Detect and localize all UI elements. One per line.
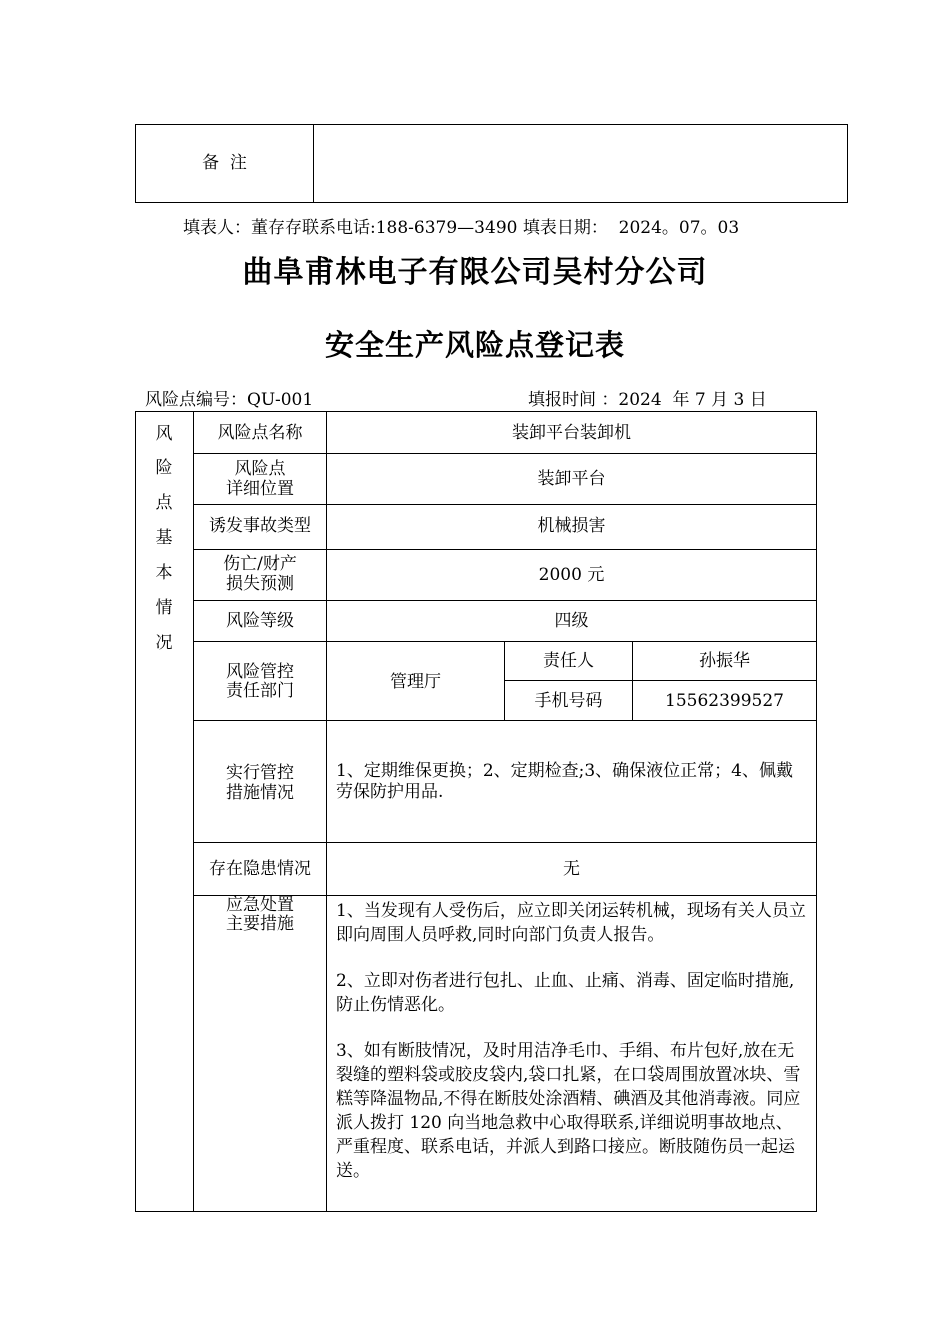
main-table-bottom-border — [135, 1211, 817, 1212]
row-separator — [193, 453, 817, 454]
hazard-value: 无 — [563, 859, 580, 879]
location-label-line2: 详细位置 — [226, 479, 294, 499]
remark-table-top-border — [135, 124, 848, 125]
loss-label-line1: 伤亡/财产 — [223, 554, 297, 574]
risk-name-value: 装卸平台装卸机 — [512, 423, 631, 443]
accident-type-label: 诱发事故类型 — [209, 516, 311, 536]
section-label-char: 本 — [155, 563, 173, 583]
loss-value: 2000 元 — [538, 565, 605, 585]
remark-table-divider — [313, 124, 314, 203]
measures-label-line1: 实行管控 — [226, 763, 294, 783]
row-separator — [193, 720, 817, 721]
section-label-char: 险 — [155, 458, 173, 478]
emergency-measures — [336, 899, 808, 1183]
person-value: 孙振华 — [699, 651, 750, 671]
dept-label-line1: 风险管控 — [226, 662, 294, 682]
remark-table-right-border — [847, 124, 848, 203]
hazard-label: 存在隐患情况 — [209, 859, 311, 879]
dept-label-line2: 责任部门 — [226, 681, 294, 701]
risk-name-label: 风险点名称 — [217, 423, 303, 443]
phone-label: 手机号码 — [534, 691, 603, 711]
section-label-char: 基 — [155, 528, 173, 548]
section-label-char: 情 — [155, 598, 173, 618]
emergency-label-line1: 应急处置 — [226, 895, 294, 915]
section-label-char: 风 — [155, 424, 173, 444]
risk-level-value: 四级 — [554, 611, 589, 631]
row-separator — [193, 600, 817, 601]
row-separator — [193, 504, 817, 505]
emergency-paragraph: 3、如有断肢情况，及时用洁净毛巾、手绢、布片包好,放在无裂缝的塑料袋或胶皮袋内,袋口扎紧，在口袋周围放置冰块、雪糕等降温物品,不得在断肢处涂酒精、碘酒及其他消毒液。同应派人拨打 120 向当地急救中心取得联系,详细说明事故地点、严重程度、联系电话，并派人到路口接应。断肢随伤员一起运送。 — [336, 1041, 801, 1181]
emergency-paragraph: 2、立即对伤者进行包扎、止血、止痛、消毒、固定临时措施,防止伤情恶化。 — [336, 971, 795, 1015]
measures-value: 1、定期维保更换；2、定期检查;3、确保液位正常；4、佩戴劳保防护用品. — [336, 761, 793, 802]
main-table-top-border — [135, 411, 817, 412]
remark-label: 备 注 — [202, 153, 247, 173]
report-time: 填报时间 ：2024 年 7 月 3 日 — [528, 390, 767, 410]
emergency-paragraph: 1、当发现有人受伤后，应立即关闭运转机械，现场有关人员立即向周围人员呼救,同时向部门负责人报告。 — [336, 901, 806, 945]
row-separator — [193, 641, 817, 642]
filler-info-line: 填表人：董存存联系电话:188-6379—3490 填表日期： 2024。07。03 — [183, 218, 740, 238]
measures-label-line2: 措施情况 — [226, 783, 294, 803]
dept-value: 管理厅 — [390, 672, 441, 692]
loss-label-line2: 损失预测 — [226, 574, 294, 594]
row-separator — [193, 549, 817, 550]
main-table-left-border — [135, 411, 136, 1212]
accident-type-value: 机械损害 — [537, 516, 606, 536]
section-label-char: 点 — [155, 493, 173, 513]
remark-table-bottom-border — [135, 202, 848, 203]
form-title: 安全生产风险点登记表 — [324, 328, 625, 362]
main-table-right-border — [816, 411, 817, 1212]
section-label-char: 况 — [155, 633, 173, 653]
company-name: 曲阜甫林电子有限公司吴村分公司 — [242, 255, 708, 290]
location-value: 装卸平台 — [537, 469, 606, 489]
phone-value: 15562399527 — [665, 691, 784, 711]
risk-point-id: 风险点编号：QU-001 — [145, 390, 314, 410]
risk-level-label: 风险等级 — [226, 611, 294, 631]
emergency-label-line2: 主要措施 — [226, 914, 294, 934]
row-separator — [193, 842, 817, 843]
person-label: 责任人 — [543, 651, 594, 671]
location-label-line1: 风险点 — [234, 459, 286, 479]
dept-row-inner-separator — [504, 680, 817, 681]
